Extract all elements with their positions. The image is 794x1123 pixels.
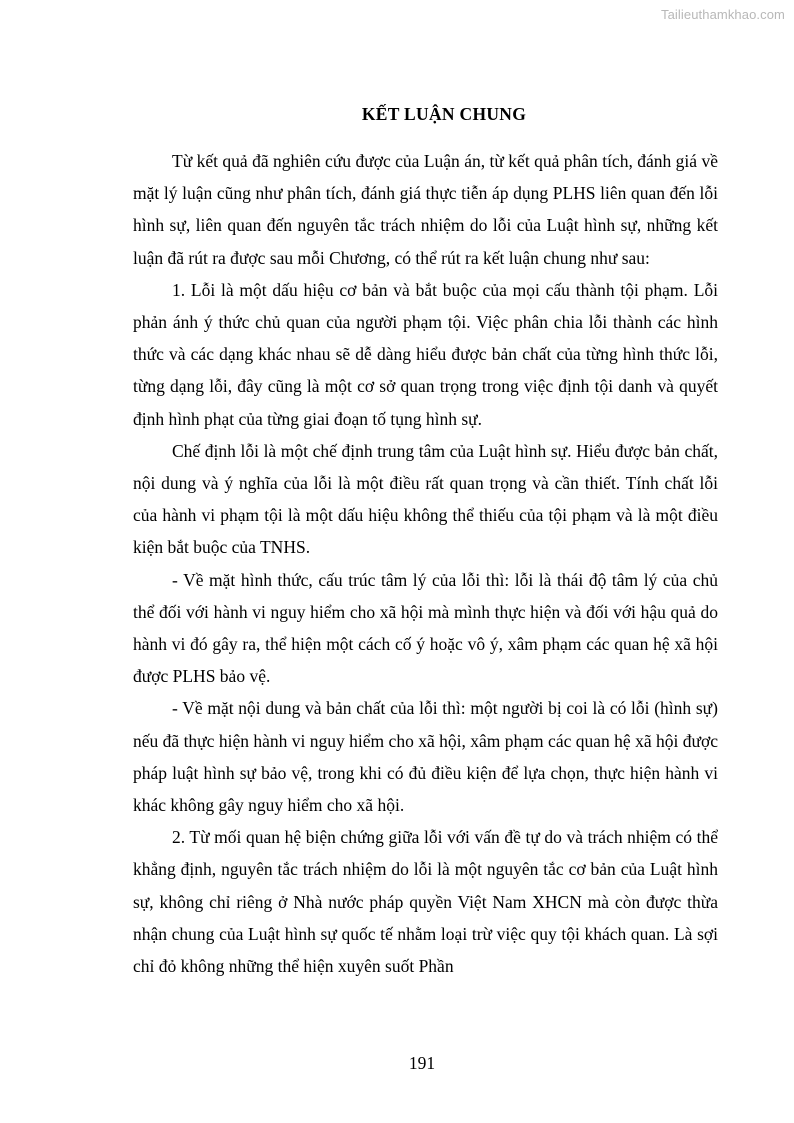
page-title: KẾT LUẬN CHUNG (361, 104, 527, 124)
paragraph-content-aspect: - Về mặt nội dung và bản chất của lỗi thì: một người bị coi là có lỗi (hình sự) nếu đã thực hiện hành vi nguy hiểm cho xã hội, xâm phạm các quan hệ xã hội được pháp luật hình sự bảo vệ, trong khi có đủ điều kiện để lựa chọn, thực hiện hành vi khác không gây nguy hiểm cho xã hội. (133, 698, 718, 816)
paragraph-fault-institution: Chế định lỗi là một chế định trung tâm của Luật hình sự. Hiểu được bản chất, nội dung và ý nghĩa của lỗi là một điều rất quan trọng và cần thiết. Tính chất lỗi của hành vi phạm tội là một dấu hiệu không thể thiếu của tội phạm và là một điều kiện bắt buộc của TNHS. (133, 440, 718, 558)
paragraph-point-2: 2. Từ mối quan hệ biện chứng giữa lỗi với vấn đề tự do và trách nhiệm có thể khẳng định, nguyên tắc trách nhiệm do lỗi là một nguyên tắc cơ bản của Luật hình sự, không chỉ riêng ở Nhà nước pháp quyền Việt Nam XHCN mà còn được thừa nhận chung của Luật hình sự quốc tế nhằm loại trừ việc quy tội khách quan. Là sợi chỉ đỏ không những thể hiện xuyên suốt Phần (133, 827, 718, 977)
paragraph-form-aspect: - Về mặt hình thức, cấu trúc tâm lý của lỗi thì: lỗi là thái độ tâm lý của chủ thể đối với hành vi nguy hiểm cho xã hội mà mình thực hiện và đối với hậu quả do hành vi đó gây ra, thể hiện một cách cố ý hoặc vô ý, xâm phạm các quan hệ xã hội được PLHS bảo vệ. (133, 569, 718, 687)
paragraph-point-1: 1. Lỗi là một dấu hiệu cơ bản và bắt buộc của mọi cấu thành tội phạm. Lỗi phản ánh ý thức chủ quan của người phạm tội. Việc phân chia lỗi thành các hình thức và các dạng khác nhau sẽ dễ dàng hiểu được bản chất của từng hình thức lỗi, từng dạng lỗi, đây cũng là một cơ sở quan trọng trong việc định tội danh và quyết định hình phạt của từng giai đoạn tố tụng hình sự. (133, 279, 718, 429)
watermark: Tailieuthamkhao.com (660, 7, 785, 22)
paragraph-intro: Từ kết quả đã nghiên cứu được của Luận án, từ kết quả phân tích, đánh giá về mặt lý luận cũng như phân tích, đánh giá thực tiễn áp dụng PLHS liên quan đến lỗi hình sự, liên quan đến nguyên tắc trách nhiệm do lỗi của Luật hình sự, những kết luận đã rút ra được sau mỗi Chương, có thể rút ra kết luận chung như sau: (133, 151, 718, 268)
document-body (133, 145, 718, 982)
page-number: 191 (408, 1053, 436, 1073)
